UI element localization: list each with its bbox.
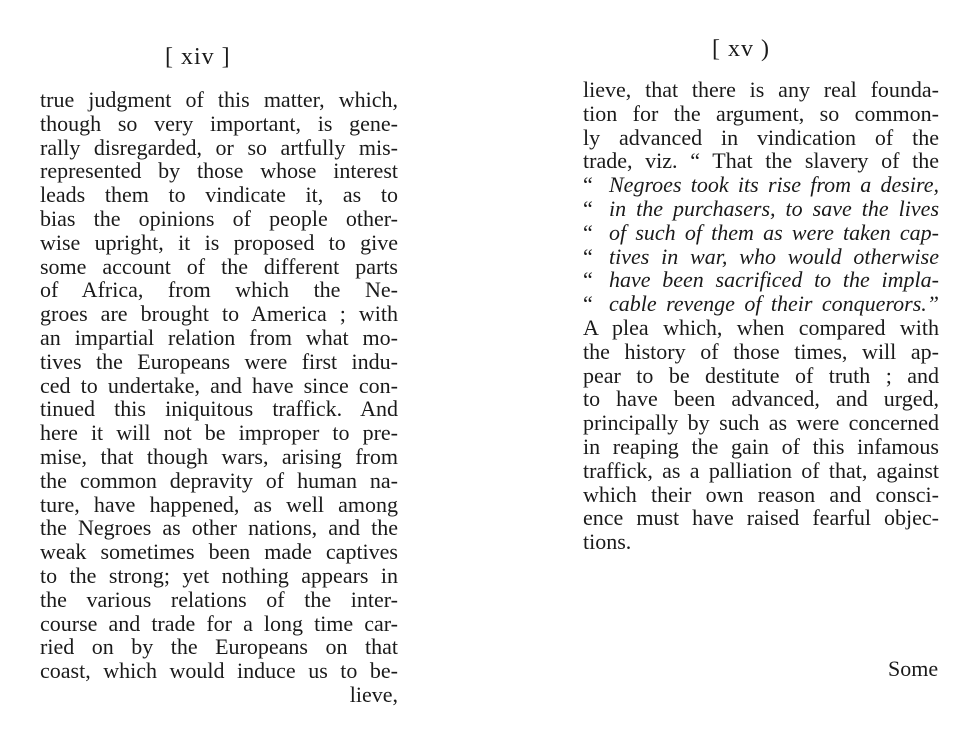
page-number-left: [ xiv ] <box>165 44 231 70</box>
text-line: some account of the different parts <box>40 253 398 279</box>
text-line: true judgment of this matter, which, <box>40 87 398 112</box>
text-line: ly advanced in vindication of the <box>583 124 939 150</box>
text-line: to have been advanced, and urged, <box>583 386 939 412</box>
quoted-line <box>583 245 939 269</box>
quote-mark: “ <box>583 172 593 198</box>
text-line: weak sometimes been made captives <box>40 539 398 565</box>
text-line: ture, have happened, as well among <box>40 491 398 517</box>
text-line: mise, that though wars, arising from <box>40 443 398 469</box>
text-line: represented by those whose interest <box>40 158 398 184</box>
quote-mark: “ <box>583 243 593 269</box>
page-number-right: [ xv ) <box>712 36 770 62</box>
text-line: of Africa, from which the Ne- <box>40 277 398 303</box>
text-line: coast, which would induce us to be- <box>40 658 398 684</box>
quote-mark: “ <box>583 195 593 221</box>
text-line: ced to undertake, and have since con- <box>40 372 398 398</box>
quoted-text: tives in war, who would otherwise <box>609 243 939 269</box>
quoted-text: Negroes took its rise from a desire, <box>609 172 939 198</box>
right-page-text <box>583 78 939 554</box>
text-line: the common depravity of human na- <box>40 467 398 493</box>
text-line: the Negroes as other nations, and the <box>40 515 398 541</box>
text-line: ried on by the Europeans on that <box>40 634 398 660</box>
text-line: tion for the argument, so common- <box>583 100 939 126</box>
text-line: which their own reason and consci- <box>583 481 939 507</box>
text-line: rally disregarded, or so artfully mis- <box>40 134 398 160</box>
text-line: lieve, <box>349 681 398 707</box>
text-line: in reaping the gain of this infamous <box>583 433 939 459</box>
text-line: traffick, as a palliation of that, against <box>583 457 939 483</box>
text-line: ence must have raised fearful objec- <box>583 505 939 531</box>
catchword: Some <box>888 656 939 681</box>
quoted-text: have been sacrificed to the impla- <box>609 267 939 293</box>
text-line: to the strong; yet nothing appears in <box>40 562 398 588</box>
text-line: principally by such as were concerned <box>583 410 939 436</box>
text-line: tives the Europeans were first indu- <box>40 348 398 374</box>
text-line: tinued this iniquitous traffick. And <box>40 396 398 422</box>
text-line: bias the opinions of people other- <box>40 205 398 231</box>
quote-mark: “ <box>583 267 593 293</box>
text-line: tions. <box>583 529 632 555</box>
quote-mark: “ <box>583 291 593 317</box>
text-line: lieve, that there is any real founda- <box>583 77 939 102</box>
text-line: groes are brought to America ; with <box>40 301 398 327</box>
left-page-text <box>40 88 398 707</box>
text-line: pear to be destitute of truth ; and <box>583 362 939 388</box>
quoted-line <box>583 292 939 316</box>
text-line: leads them to vindicate it, as to <box>40 182 398 208</box>
text-line: the history of those times, will ap- <box>583 338 939 364</box>
text-line: course and trade for a long time car- <box>40 610 398 636</box>
quoted-line <box>583 173 939 197</box>
right-page <box>490 0 980 748</box>
text-line: here it will not be improper to pre- <box>40 420 398 446</box>
text-line: A plea which, when compared with <box>583 314 939 340</box>
quoted-text: cable revenge of their conquerors.” <box>609 291 939 317</box>
text-line: wise upright, it is proposed to give <box>40 229 398 255</box>
quoted-line <box>583 197 939 221</box>
text-line: the various relations of the inter- <box>40 586 398 612</box>
quoted-line <box>583 221 939 245</box>
text-line: trade, viz. “ That the slavery of the <box>583 148 939 174</box>
quoted-text: of such of them as were taken cap- <box>609 219 939 245</box>
text-line: though so very important, is gene- <box>40 110 398 136</box>
quote-mark: “ <box>583 219 593 245</box>
text-line: an impartial relation from what mo- <box>40 324 398 350</box>
quoted-line <box>583 268 939 292</box>
quoted-text: in the purchasers, to save the lives <box>609 195 939 221</box>
